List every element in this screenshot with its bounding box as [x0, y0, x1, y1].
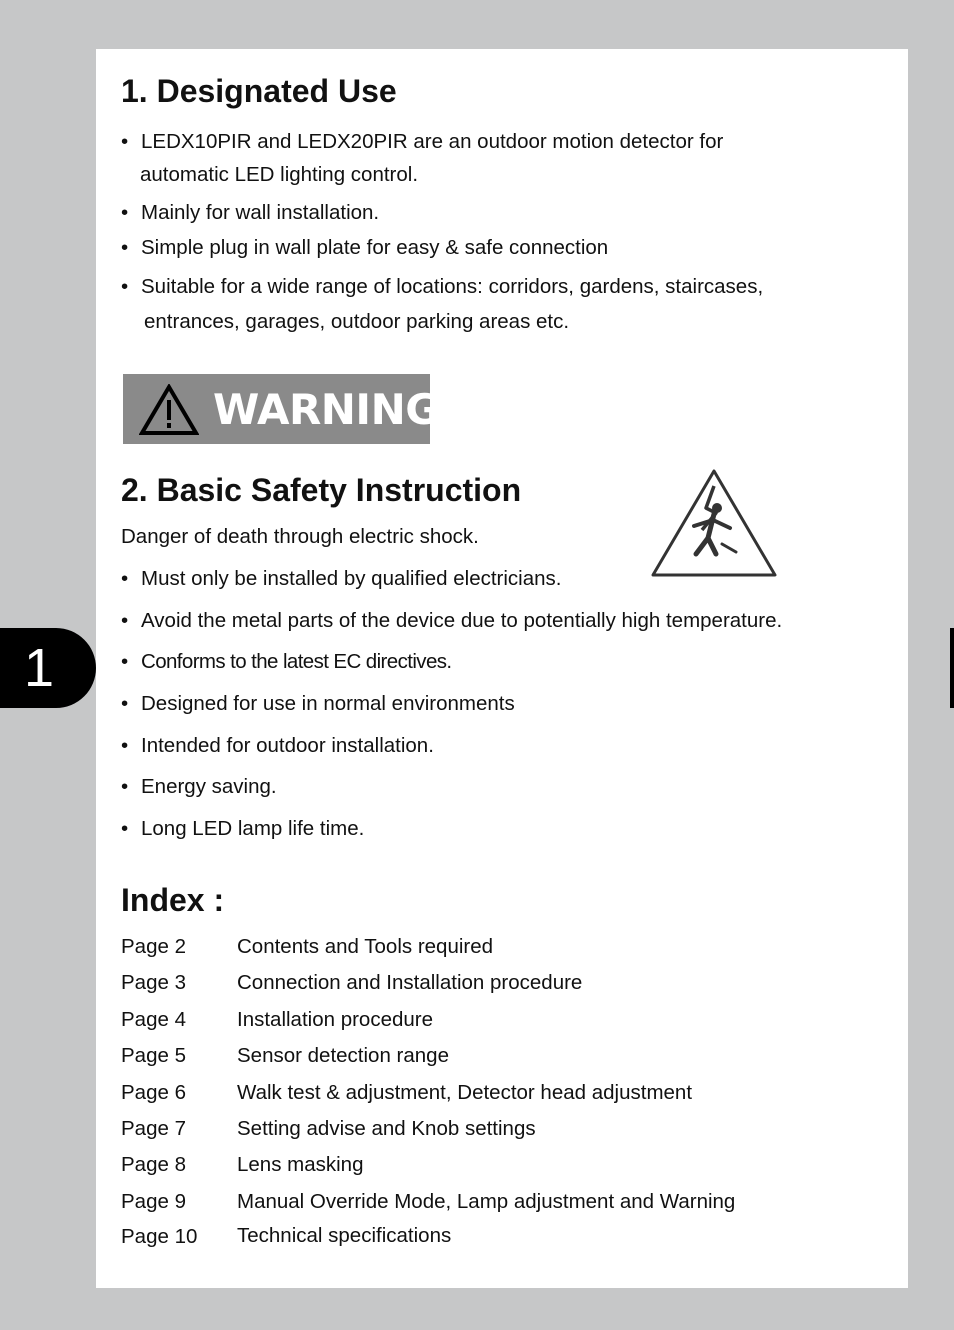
designated-use-item: • Suitable for a wide range of locations: corridors, gardens, staircases,: [121, 275, 763, 299]
index-page-number: Page 6: [121, 1081, 186, 1104]
right-edge-marker: [950, 628, 954, 708]
index-page-number: Page 4: [121, 1008, 186, 1031]
page-tab-number: 1: [24, 638, 55, 698]
designated-use-item-continuation: entrances, garages, outdoor parking areas etc.: [144, 310, 570, 333]
index-topic: Sensor detection range: [237, 1044, 449, 1067]
safety-item: • Long LED lamp life time.: [121, 817, 364, 841]
index-topic: Contents and Tools required: [237, 935, 494, 958]
designated-use-item: • Mainly for wall installation.: [121, 201, 379, 225]
safety-item: • Energy saving.: [121, 775, 277, 799]
index-heading: Index :: [121, 882, 225, 918]
index-topic: Installation procedure: [237, 1008, 434, 1031]
safety-intro-text: Danger of death through electric shock.: [121, 525, 479, 548]
section-safety-heading: 2. Basic Safety Instruction: [121, 472, 522, 508]
warning-triangle-icon: [139, 384, 199, 436]
designated-use-item-continuation: automatic LED lighting control.: [140, 163, 419, 186]
section-designated-use-heading: 1. Designated Use: [121, 73, 397, 109]
index-page-number: Page 8: [121, 1153, 186, 1176]
index-page-number: Page 3: [121, 971, 186, 994]
index-page-number: Page 7: [121, 1117, 186, 1140]
safety-item: • Conforms to the latest EC directives.: [121, 650, 452, 674]
warning-banner: [123, 374, 440, 444]
index-topic: Walk test & adjustment, Detector head adjustment: [237, 1081, 693, 1104]
safety-item: • Designed for use in normal environments: [121, 692, 515, 716]
index-topic: Connection and Installation procedure: [237, 971, 583, 994]
designated-use-item: • Simple plug in wall plate for easy & safe connection: [121, 236, 608, 260]
index-topic: Technical specifications: [237, 1224, 452, 1247]
designated-use-item: • LEDX10PIR and LEDX20PIR are an outdoor motion detector for: [121, 130, 723, 154]
index-topic: Lens masking: [237, 1153, 364, 1176]
index-topic: Setting advise and Knob settings: [237, 1117, 536, 1140]
safety-item: • Must only be installed by qualified electricians.: [121, 567, 561, 591]
index-topic: Manual Override Mode, Lamp adjustment and Warning: [237, 1190, 736, 1213]
index-page-number: Page 9: [121, 1190, 186, 1213]
page-tab-marker: [0, 628, 96, 708]
safety-item: • Intended for outdoor installation.: [121, 734, 434, 758]
index-page-number: Page 10: [121, 1225, 198, 1248]
index-page-number: Page 2: [121, 935, 186, 958]
safety-item: • Avoid the metal parts of the device due to potentially high temperature.: [121, 609, 782, 633]
index-page-number: Page 5: [121, 1044, 186, 1067]
warning-label: WARNING: [213, 385, 440, 434]
electric-shock-hazard-icon: [650, 468, 778, 578]
